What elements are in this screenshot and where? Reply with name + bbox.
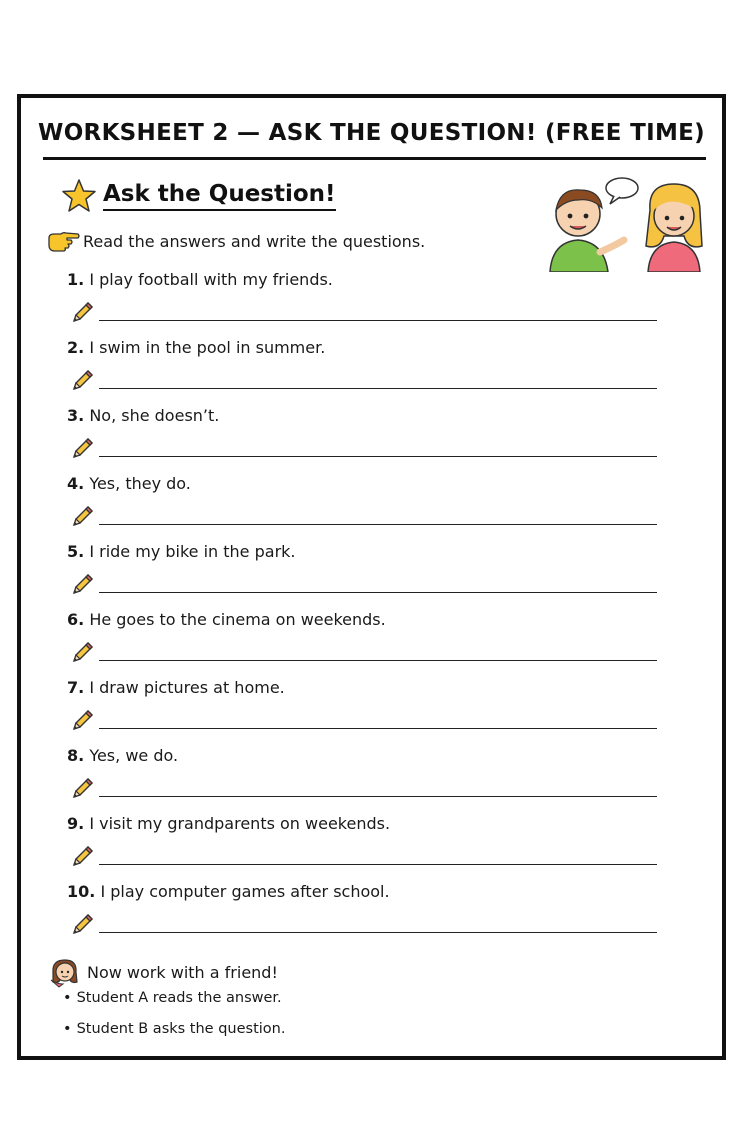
title-divider: [43, 157, 706, 160]
list-item: [67, 338, 667, 406]
pencil-icon: [69, 776, 95, 802]
pencil-icon: [69, 504, 95, 530]
list-item: [67, 270, 667, 338]
pair-work-heading: [49, 956, 278, 988]
answer-line[interactable]: [67, 640, 657, 666]
bullet-text: Student B asks the question.: [76, 1021, 286, 1037]
pencil-icon: [69, 368, 95, 394]
item-number: 9.: [67, 814, 85, 833]
pencil-icon: [69, 436, 95, 462]
answer-line[interactable]: [67, 436, 657, 462]
worksheet-frame: [17, 94, 726, 1060]
item-answer-text: I play computer games after school.: [100, 882, 390, 901]
list-item: [67, 610, 667, 678]
question-list: [67, 270, 667, 950]
item-number: 1.: [67, 270, 85, 289]
item-answer-text: No, she doesn’t.: [89, 406, 220, 425]
item-number: 8.: [67, 746, 85, 765]
answer-line[interactable]: [67, 368, 657, 394]
pencil-icon: [69, 912, 95, 938]
list-item: • Student A reads the answer.: [63, 990, 282, 1006]
list-item: [67, 678, 667, 746]
answer-line[interactable]: [67, 572, 657, 598]
item-answer-text: I play football with my friends.: [89, 270, 333, 289]
item-answer-text: I visit my grandparents on weekends.: [89, 814, 391, 833]
answer-line[interactable]: [67, 912, 657, 938]
pencil-icon: [69, 300, 95, 326]
item-number: 6.: [67, 610, 85, 629]
star-icon: [61, 178, 97, 214]
pair-work-text: Now work with a friend!: [87, 962, 278, 982]
item-answer-text: He goes to the cinema on weekends.: [89, 610, 386, 629]
list-item: [67, 746, 667, 814]
list-item: [67, 882, 667, 950]
pencil-icon: [69, 640, 95, 666]
list-item: [67, 474, 667, 542]
pointing-hand-icon: [47, 230, 81, 252]
bullet-text: Student A reads the answer.: [76, 990, 282, 1006]
list-item: [67, 814, 667, 882]
section-title: Ask the Question!: [103, 181, 336, 211]
item-number: 4.: [67, 474, 85, 493]
list-item: [67, 406, 667, 474]
pencil-icon: [69, 572, 95, 598]
two-kids-talking-illustration: [548, 176, 712, 272]
item-number: 2.: [67, 338, 85, 357]
instruction-text: Read the answers and write the questions.: [83, 231, 426, 251]
pair-work-bullets: [63, 990, 285, 1052]
list-item: • Student B asks the question.: [63, 1021, 286, 1037]
item-answer-text: Yes, we do.: [89, 746, 179, 765]
pencil-icon: [69, 844, 95, 870]
list-item: [67, 542, 667, 610]
item-number: 10.: [67, 882, 96, 901]
girl-speaking-icon: [49, 956, 81, 988]
item-answer-text: I draw pictures at home.: [89, 678, 285, 697]
answer-line[interactable]: [67, 504, 657, 530]
answer-line[interactable]: [67, 776, 657, 802]
item-answer-text: I swim in the pool in summer.: [89, 338, 326, 357]
item-number: 3.: [67, 406, 85, 425]
instruction: [47, 230, 425, 252]
answer-line[interactable]: [67, 708, 657, 734]
item-answer-text: Yes, they do.: [89, 474, 191, 493]
answer-line[interactable]: [67, 300, 657, 326]
item-number: 7.: [67, 678, 85, 697]
item-answer-text: I ride my bike in the park.: [89, 542, 296, 561]
item-number: 5.: [67, 542, 85, 561]
section-header: [61, 178, 336, 214]
pencil-icon: [69, 708, 95, 734]
worksheet-title: WORKSHEET 2 — ASK THE QUESTION! (FREE TIME): [38, 120, 705, 146]
answer-line[interactable]: [67, 844, 657, 870]
